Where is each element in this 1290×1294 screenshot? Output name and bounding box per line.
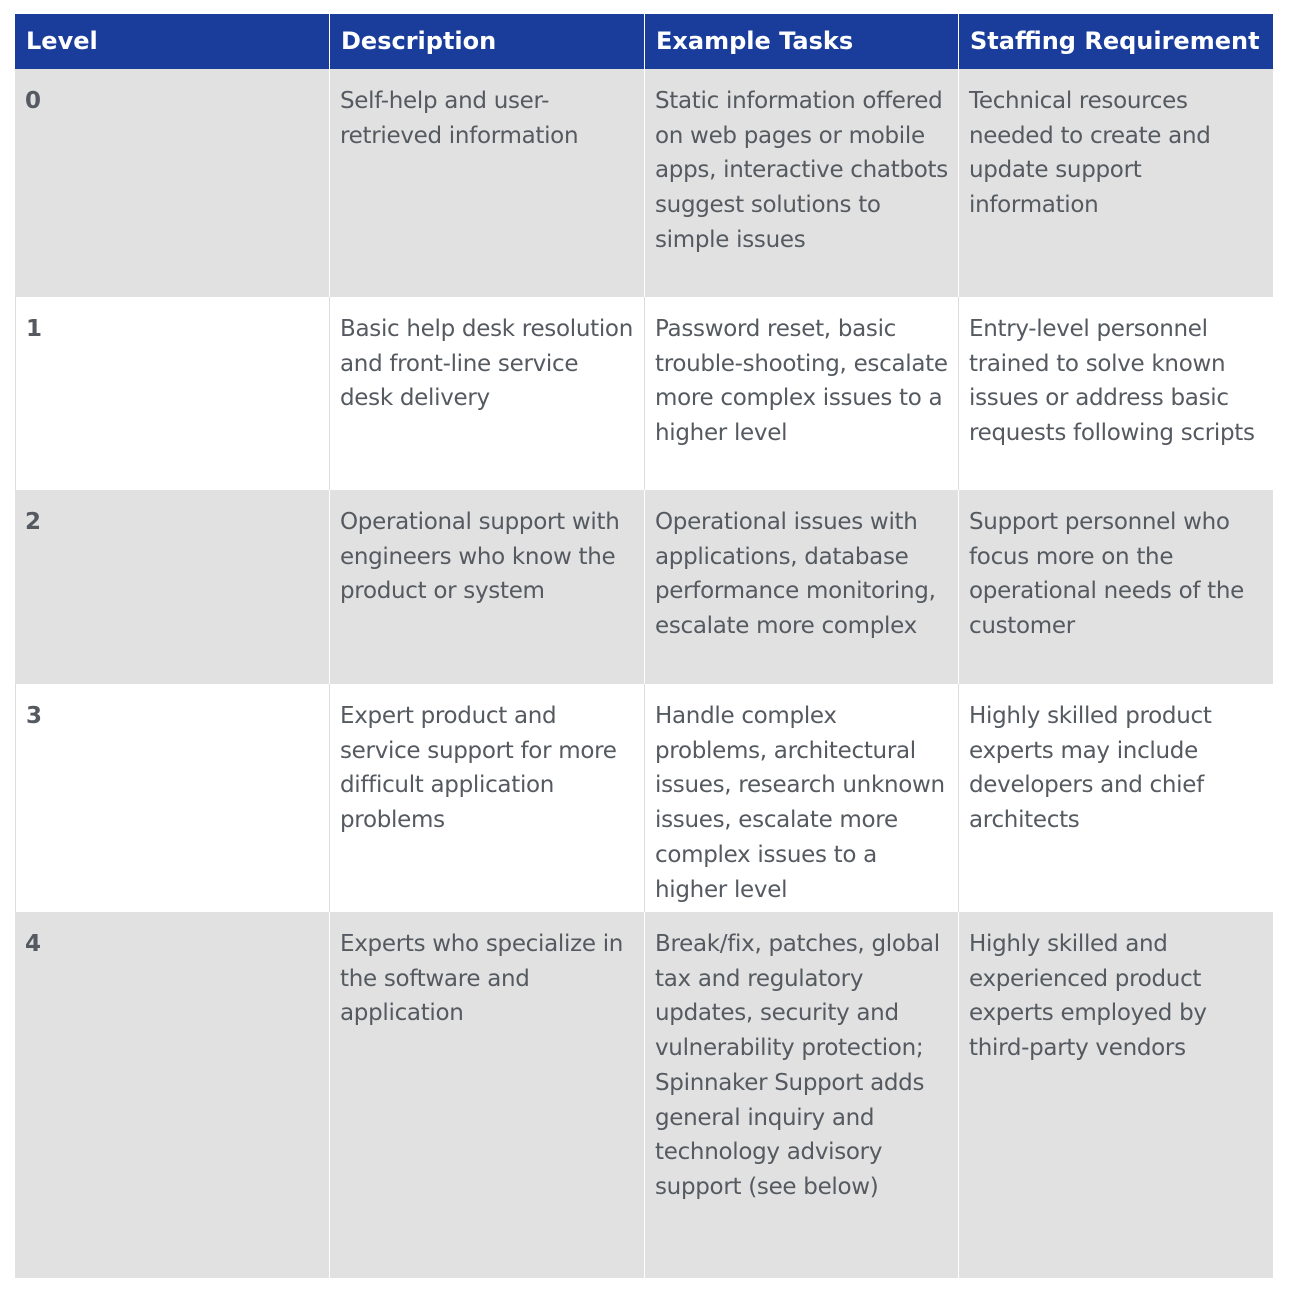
- level-cell: 4: [15, 912, 329, 1278]
- tasks-cell: Handle complex problems, architectural issues, research unknown issues, escalate more complex issues to a higher level: [644, 684, 958, 912]
- level-cell: 3: [15, 684, 329, 912]
- level-cell: 0: [15, 69, 329, 297]
- level-cell: 1: [15, 297, 329, 490]
- support-levels-table: [15, 14, 1273, 1278]
- description-cell: Basic help desk resolution and front-line service desk delivery: [329, 297, 644, 490]
- tasks-cell: Password reset, basic trouble-shooting, escalate more complex issues to a higher level: [644, 297, 958, 490]
- staffing-cell: Highly skilled and experienced product experts employed by third-party vendors: [958, 912, 1273, 1278]
- description-cell: Experts who specialize in the software and application: [329, 912, 644, 1278]
- description-cell: Expert product and service support for more difficult application problems: [329, 684, 644, 912]
- header-level: Level: [15, 14, 329, 69]
- tasks-cell: Break/fix, patches, global tax and regulatory updates, security and vulnerability protection; Spinnaker Support adds general inquiry and technology advisory support (see below): [644, 912, 958, 1278]
- staffing-cell: Support personnel who focus more on the operational needs of the customer: [958, 490, 1273, 684]
- level-cell: 2: [15, 490, 329, 684]
- tasks-cell: Operational issues with applications, database performance monitoring, escalate more complex: [644, 490, 958, 684]
- header-description: Description: [329, 14, 644, 69]
- staffing-cell: Technical resources needed to create and update support information: [958, 69, 1273, 297]
- header-example-tasks: Example Tasks: [644, 14, 958, 69]
- staffing-cell: Highly skilled product experts may include developers and chief architects: [958, 684, 1273, 912]
- tasks-cell: Static information offered on web pages or mobile apps, interactive chatbots suggest solutions to simple issues: [644, 69, 958, 297]
- description-cell: Operational support with engineers who know the product or system: [329, 490, 644, 684]
- staffing-cell: Entry-level personnel trained to solve known issues or address basic requests following scripts: [958, 297, 1273, 490]
- description-cell: Self-help and user-retrieved information: [329, 69, 644, 297]
- header-staffing-requirement: Staffing Requirement: [958, 14, 1273, 69]
